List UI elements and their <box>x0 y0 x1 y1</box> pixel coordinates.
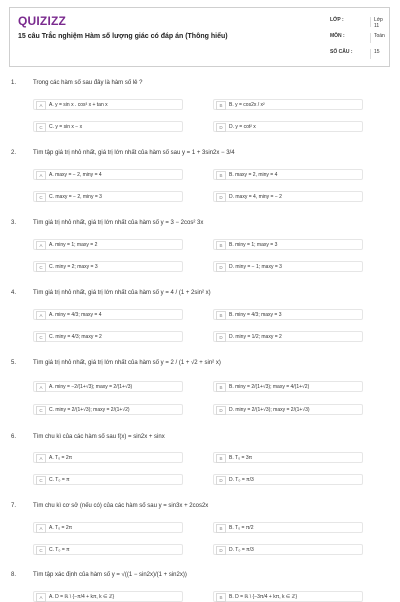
option-c[interactable] <box>33 191 183 202</box>
option-letter: B <box>216 593 226 602</box>
option-a[interactable] <box>33 239 183 250</box>
option-d[interactable] <box>213 331 363 342</box>
option-d[interactable] <box>213 261 363 272</box>
question-number: 5. <box>11 360 17 366</box>
worksheet-header <box>9 7 390 67</box>
option-letter: A <box>36 101 46 110</box>
question-number: 3. <box>11 220 17 226</box>
option-c[interactable] <box>33 474 183 485</box>
option-letter: A <box>36 241 46 250</box>
option-b[interactable] <box>213 381 363 392</box>
option-letter: B <box>216 311 226 320</box>
option-d[interactable] <box>213 544 363 555</box>
option-text: C. miny = 2; maxy = 3 <box>49 264 98 270</box>
option-letter: B <box>216 383 226 392</box>
option-c[interactable] <box>33 404 183 415</box>
option-letter: B <box>216 241 226 250</box>
option-text: B. miny = 1; maxy = 3 <box>229 242 278 248</box>
option-text: B. miny = 4/3; maxy = 3 <box>229 312 282 318</box>
option-c[interactable] <box>33 544 183 555</box>
option-a[interactable] <box>33 522 183 533</box>
question-text: Tìm tập xác định của hàm số y = √((1 − sin2x)/(1 + sin2x)) <box>33 572 187 578</box>
question-number: 7. <box>11 503 17 509</box>
option-letter: B <box>216 101 226 110</box>
option-d[interactable] <box>213 191 363 202</box>
meta-label: SỐ CÂU : <box>330 49 353 55</box>
option-letter: A <box>36 593 46 602</box>
meta-row-class <box>330 17 388 33</box>
option-b[interactable] <box>213 169 363 180</box>
option-letter: C <box>36 476 46 485</box>
option-text: A. miny = −2/(1+√3); maxy = 2/(1+√3) <box>49 384 133 390</box>
option-text: D. miny = 2/(1+√3); maxy = 2/(1+√3) <box>229 407 310 413</box>
option-letter: D <box>216 123 226 132</box>
option-letter: A <box>36 524 46 533</box>
option-letter: A <box>36 454 46 463</box>
meta-divider <box>370 17 371 27</box>
option-text: C. T₀ = π <box>49 547 70 553</box>
option-letter: B <box>216 171 226 180</box>
option-text: D. T₀ = π/3 <box>229 477 254 483</box>
question-number: 4. <box>11 290 17 296</box>
option-letter: B <box>216 524 226 533</box>
option-c[interactable] <box>33 261 183 272</box>
option-text: A. maxy = − 2, miny = 4 <box>49 172 102 178</box>
option-text: A. y = sin x . cos³ x + tan x <box>49 102 108 108</box>
question-number: 2. <box>11 150 17 156</box>
option-text: B. y = cos2x / x² <box>229 102 265 108</box>
question-number: 6. <box>11 434 17 440</box>
option-letter: C <box>36 193 46 202</box>
option-text: A. T₀ = 2π <box>49 455 73 461</box>
meta-row-subject <box>330 33 388 49</box>
option-letter: D <box>216 263 226 272</box>
worksheet-title: 15 câu Trắc nghiệm Hàm số lượng giác có đáp án (Thông hiểu) <box>18 33 228 40</box>
option-letter: C <box>36 333 46 342</box>
question-text: Trong các hàm số sau đây là hàm số lẻ ? <box>33 80 143 86</box>
option-text: D. y = cot² x <box>229 124 256 130</box>
option-text: C. miny = 2/(1+√3); maxy = 2/(1+√2) <box>49 407 130 413</box>
meta-divider <box>370 49 371 59</box>
option-text: B. miny = 2/(1+√3); maxy = 4/(1+√2) <box>229 384 310 390</box>
option-letter: A <box>36 171 46 180</box>
option-letter: D <box>216 546 226 555</box>
option-a[interactable] <box>33 169 183 180</box>
option-a[interactable] <box>33 452 183 463</box>
option-a[interactable] <box>33 309 183 320</box>
meta-label: LỚP : <box>330 17 344 23</box>
option-d[interactable] <box>213 474 363 485</box>
option-text: A. D = ℝ \ {−π/4 + kπ, k ∈ ℤ} <box>49 594 115 600</box>
option-text: C. T₀ = π <box>49 477 70 483</box>
option-c[interactable] <box>33 331 183 342</box>
meta-value: 15 <box>374 49 380 55</box>
option-letter: C <box>36 263 46 272</box>
option-letter: D <box>216 476 226 485</box>
question-text: Tìm chu kì cơ sở (nếu có) của các hàm số sau y = sin3x + 2cos2x <box>33 503 209 509</box>
option-c[interactable] <box>33 121 183 132</box>
meta-label: MÔN : <box>330 33 345 39</box>
option-a[interactable] <box>33 99 183 110</box>
option-letter: C <box>36 123 46 132</box>
option-a[interactable] <box>33 381 183 392</box>
option-b[interactable] <box>213 452 363 463</box>
option-text: C. y = sin x − x <box>49 124 83 130</box>
meta-divider <box>370 33 371 43</box>
option-letter: A <box>36 311 46 320</box>
question-text: Tìm giá trị nhỏ nhất, giá trị lớn nhất của hàm số y = 4 / (1 + 2sin² x) <box>33 290 211 296</box>
option-d[interactable] <box>213 121 363 132</box>
option-a[interactable] <box>33 591 183 602</box>
meta-value: Toán <box>374 33 385 39</box>
option-letter: C <box>36 406 46 415</box>
meta-row-count <box>330 49 388 65</box>
question-text: Tìm giá trị nhỏ nhất, giá trị lớn nhất của hàm số y = 2 / (1 + √2 + sin² x) <box>33 360 221 366</box>
quizizz-logo: QUIZIZZ <box>18 14 67 28</box>
option-b[interactable] <box>213 309 363 320</box>
option-letter: A <box>36 383 46 392</box>
option-d[interactable] <box>213 404 363 415</box>
option-text: C. miny = 4/3; maxy = 2 <box>49 334 102 340</box>
question-number: 1. <box>11 80 17 86</box>
question-text: Tìm chu kì của các hàm số sau f(x) = sin2x + sinx <box>33 434 165 440</box>
option-letter: D <box>216 193 226 202</box>
option-text: A. T₀ = 2π <box>49 525 73 531</box>
option-text: B. D = ℝ \ {−3π/4 + kπ, k ∈ ℤ} <box>229 594 297 600</box>
option-b[interactable] <box>213 99 363 110</box>
option-text: D. miny = − 1; maxy = 3 <box>229 264 282 270</box>
worksheet-meta <box>330 17 388 65</box>
option-b[interactable] <box>213 239 363 250</box>
option-text: B. T₀ = 3π <box>229 455 253 461</box>
option-text: C. maxy = − 2, miny = 3 <box>49 194 102 200</box>
option-b[interactable] <box>213 522 363 533</box>
option-letter: D <box>216 406 226 415</box>
option-letter: D <box>216 333 226 342</box>
option-text: B. T₀ = π/2 <box>229 525 254 531</box>
question-text: Tìm tập giá trị nhỏ nhất, giá trị lớn nhất của hàm số sau y = 1 + 3sin2x − 3/4 <box>33 150 235 156</box>
option-text: A. miny = 1; maxy = 2 <box>49 242 98 248</box>
option-b[interactable] <box>213 591 363 602</box>
option-text: D. maxy = 4, miny = − 2 <box>229 194 282 200</box>
question-text: Tìm giá trị nhỏ nhất, giá trị lớn nhất của hàm số y = 3 − 2cos² 3x <box>33 220 204 226</box>
option-letter: B <box>216 454 226 463</box>
question-number: 8. <box>11 572 17 578</box>
option-letter: C <box>36 546 46 555</box>
meta-value: Lớp 11 <box>374 17 383 29</box>
option-text: B. maxy = 2, miny = 4 <box>229 172 278 178</box>
option-text: D. miny = 1/2; maxy = 2 <box>229 334 282 340</box>
option-text: A. miny = 4/3; maxy = 4 <box>49 312 102 318</box>
option-text: D. T₀ = π/3 <box>229 547 254 553</box>
